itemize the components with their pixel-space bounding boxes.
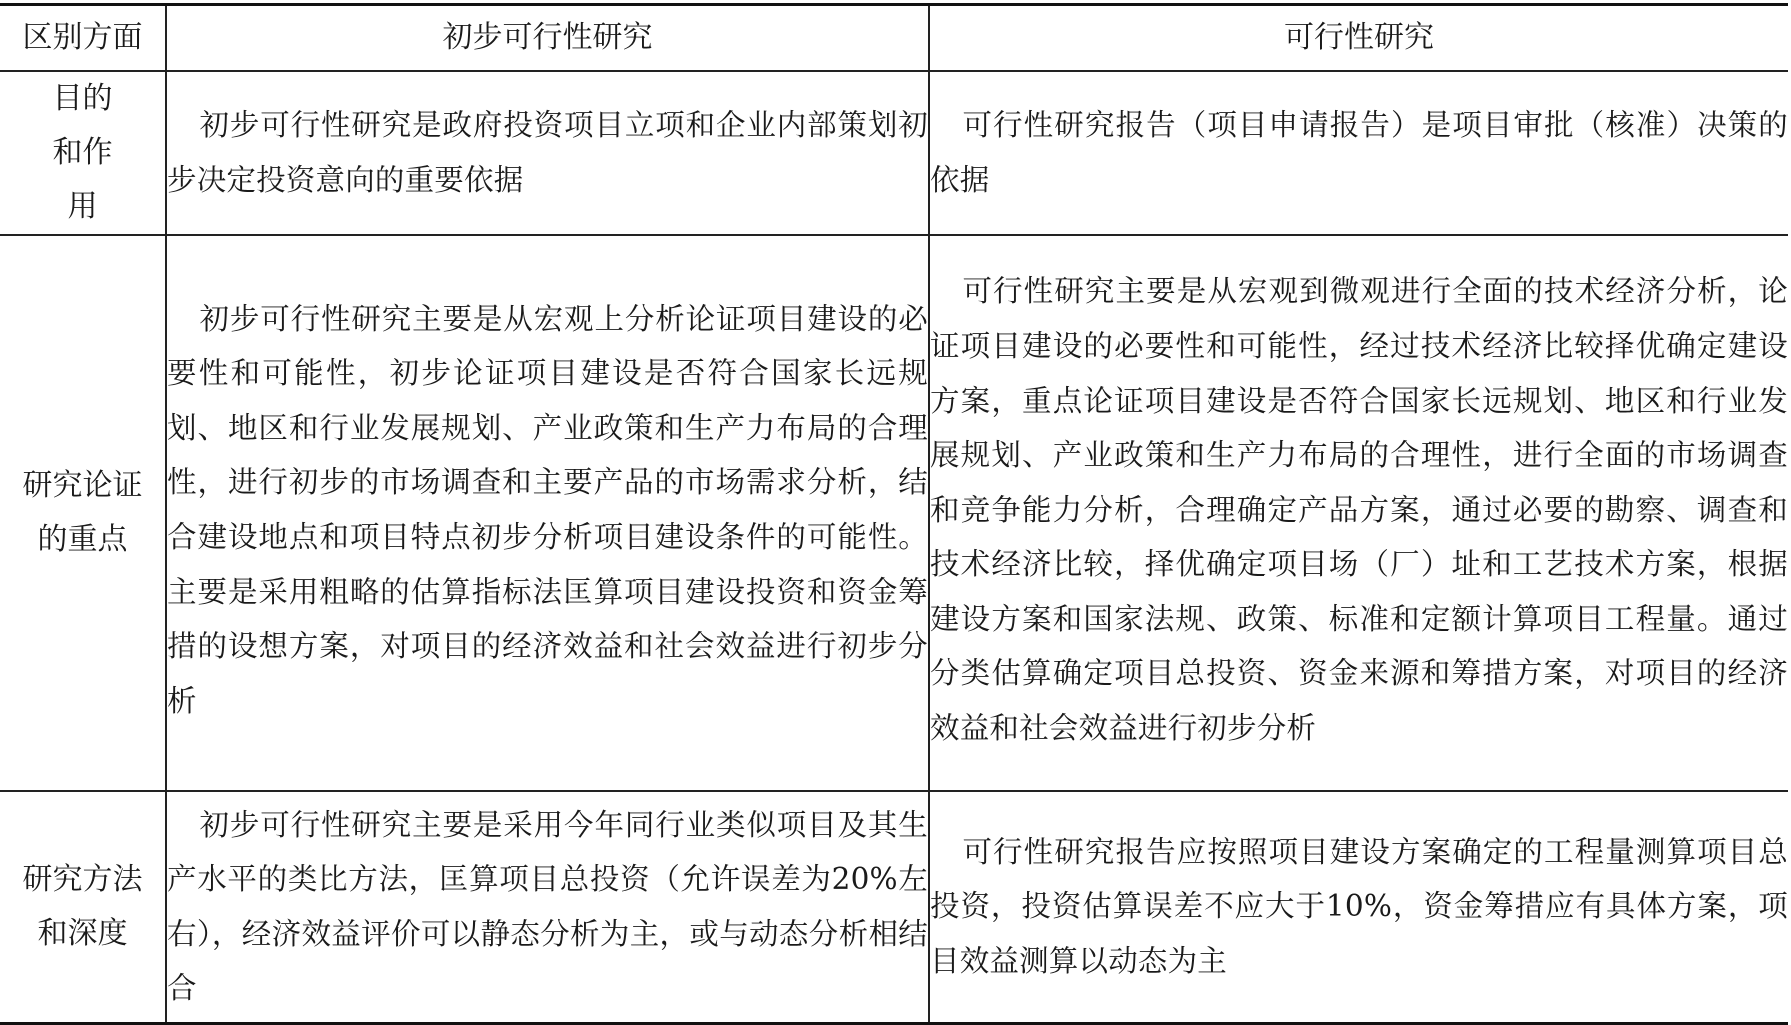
feasibility-cell: 可行性研究报告应按照项目建设方案确定的工程量测算项目总投资，投资估算误差不应大于10%，资金筹措应有具体方案，项目效益测算以动态为主 — [929, 791, 1788, 1023]
preliminary-cell: 初步可行性研究是政府投资项目立项和企业内部策划初步决定投资意向的重要依据 — [166, 71, 929, 235]
table-row-method — [0, 791, 1788, 1023]
table-row-purpose — [0, 71, 1788, 235]
aspect-label: 目的和作用 — [0, 71, 166, 235]
feasibility-cell: 可行性研究报告（项目申请报告）是项目审批（核准）决策的依据 — [929, 71, 1788, 235]
header-aspect: 区别方面 — [0, 5, 166, 72]
table-row-focus — [0, 235, 1788, 791]
header-feasibility-study: 可行性研究 — [929, 5, 1788, 72]
preliminary-cell: 初步可行性研究主要是采用今年同行业类似项目及其生产水平的类比方法，匡算项目总投资（允许误差为20%左右），经济效益评价可以静态分析为主，或与动态分析相结合 — [166, 791, 929, 1023]
comparison-table — [0, 3, 1788, 1025]
header-row — [0, 5, 1788, 72]
header-preliminary-study: 初步可行性研究 — [166, 5, 929, 72]
aspect-label: 研究方法和深度 — [0, 791, 166, 1023]
aspect-label: 研究论证的重点 — [0, 235, 166, 791]
preliminary-cell: 初步可行性研究主要是从宏观上分析论证项目建设的必要性和可能性，初步论证项目建设是否符合国家长远规划、地区和行业发展规划、产业政策和生产力布局的合理性，进行初步的市场调查和主要产品的市场需求分析，结合建设地点和项目特点初步分析项目建设条件的可能性。主要是采用粗略的估算指标法匡算项目建设投资和资金筹措的设想方案，对项目的经济效益和社会效益进行初步分析 — [166, 235, 929, 791]
feasibility-cell: 可行性研究主要是从宏观到微观进行全面的技术经济分析，论证项目建设的必要性和可能性，经过技术经济比较择优确定建设方案，重点论证项目建设是否符合国家长远规划、地区和行业发展规划、产业政策和生产力布局的合理性，进行全面的市场调查和竞争能力分析，合理确定产品方案，通过必要的勘察、调查和技术经济比较，择优确定项目场（厂）址和工艺技术方案，根据建设方案和国家法规、政策、标准和定额计算项目工程量。通过分类估算确定项目总投资、资金来源和筹措方案，对项目的经济效益和社会效益进行初步分析 — [929, 235, 1788, 791]
